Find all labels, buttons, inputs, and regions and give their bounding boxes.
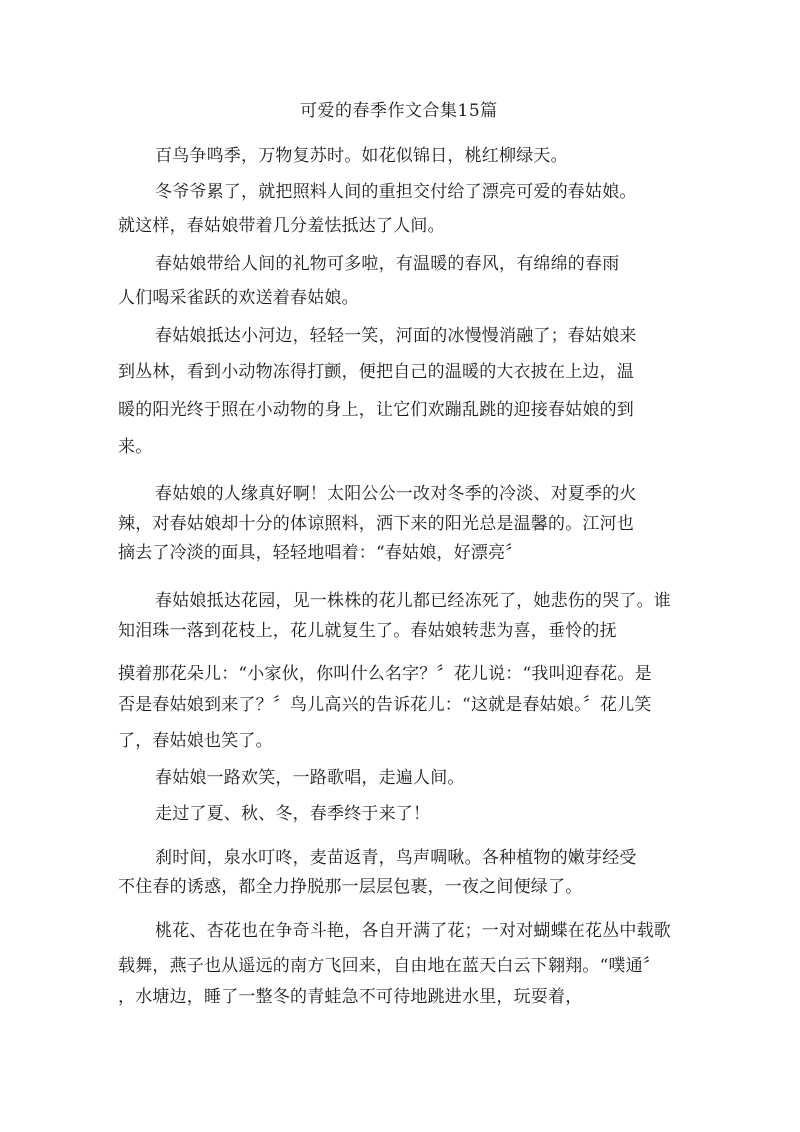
text-line: 载舞，燕子也从遥远的南方飞回来，自由地在蓝天白云下翱翔。“噗通〞 [118,956,661,976]
text-line: 摸着那花朵儿：“小家伙，你叫什么名字？〞花儿说：“我叫迎春花。是 [118,664,652,684]
text-line: 桃花、杏花也在争奇斗艳，各自开满了花；一对对蝴蝶在花丛中载歌 [155,921,671,941]
text-line: 冬爷爷累了，就把照料人间的重担交付给了漂亮可爱的春姑娘。 [155,182,637,202]
text-line: 人们喝采雀跃的欢送着春姑娘。 [118,288,359,308]
text-line: 百鸟争鸣季，万物复苏时。如花似锦日，桃红柳绿天。 [155,146,568,166]
text-line: ，水塘边，睡了一整冬的青蛙急不可待地跳进水里，玩耍着， [118,987,583,1007]
text-line: 春姑娘一路欢笑，一路歌唱，走遍人间。 [155,768,465,788]
text-line: 暖的阳光终于照在小动物的身上，让它们欢蹦乱跳的迎接春姑娘的到 [118,400,634,420]
text-line: 否是春姑娘到来了？〞鸟儿高兴的告诉花儿：“这就是春姑娘。〞花儿笑 [118,695,652,715]
text-line: 了，春姑娘也笑了。 [118,731,273,751]
text-line: 摘去了冷淡的面具，轻轻地唱着：“春姑娘，好漂亮〞 [118,543,523,563]
text-line: 走过了夏、秋、冬，春季终于来了！ [155,804,431,824]
text-line: 春姑娘抵达花园，见一株株的花儿都已经冻死了，她悲伤的哭了。谁 [155,591,671,611]
text-line: 刹时间，泉水叮咚，麦苗返青，鸟声啁啾。各种植物的嫩芽经受 [155,848,637,868]
text-line: 知泪珠一落到花枝上，花儿就复生了。春姑娘转悲为喜，垂怜的抚 [118,621,617,641]
text-line: 春姑娘抵达小河边，轻轻一笑，河面的冰慢慢消融了；春姑娘来 [155,326,637,346]
text-line: 到丛林，看到小动物冻得打颤，便把自己的温暖的大衣披在上边，温 [118,362,634,382]
text-line: 辣，对春姑娘却十分的体谅照料，洒下来的阳光总是温馨的。江河也 [118,514,634,534]
text-line: 春姑娘的人缘真好啊！太阳公公一改对冬季的冷淡、对夏季的火 [155,484,637,504]
text-line: 来。 [118,437,153,457]
text-line: 春姑娘带给人间的礼物可多啦，有温暖的春风，有绵绵的春雨 [155,254,620,274]
text-line: 就这样，春姑娘带着几分羞怯抵达了人间。 [118,216,445,236]
document-title: 可爱的春季作文合集15篇 [300,101,498,121]
text-line: 不住春的诱惑，都全力挣脱那一层层包裹，一夜之间便绿了。 [118,877,583,897]
